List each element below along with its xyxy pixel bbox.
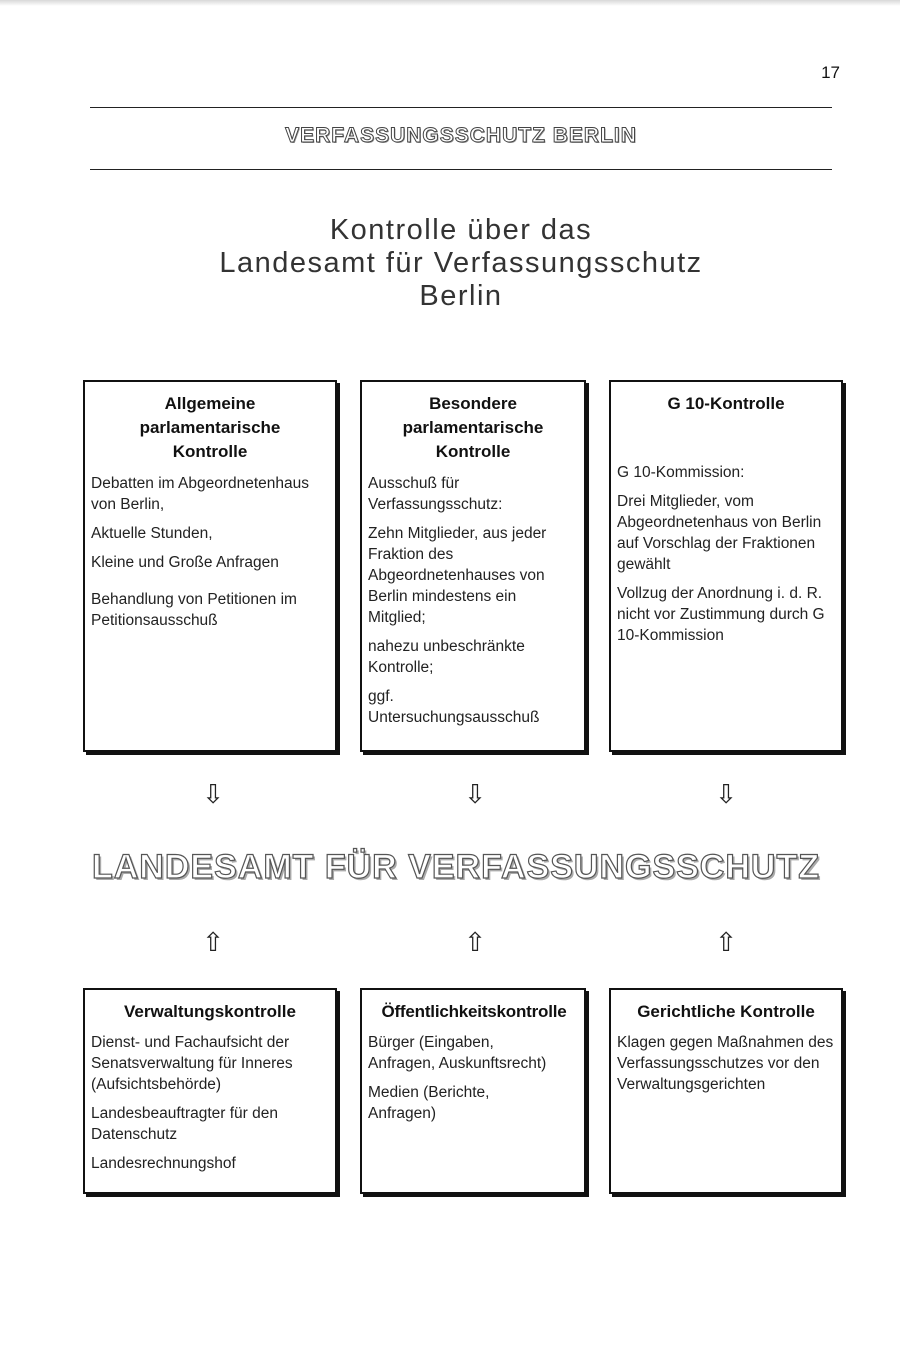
box-text: Bürger (Eingaben, Anfragen, Auskunftsrecht): [368, 1034, 547, 1072]
main-title: [100, 214, 822, 313]
banner-landesamt: LANDESAMT FÜR VERFASSUNGSSCHUTZ: [91, 848, 821, 886]
box-title: G 10-Kontrolle: [667, 394, 785, 413]
box-title: Allgemeine parlamentarische Kontrolle: [139, 394, 281, 461]
page-number: 17: [821, 63, 840, 82]
box-text: Drei Mitglieder, vom Abgeordnetenhaus von Berlin auf Vorschlag der Fraktionen gewählt: [617, 493, 822, 573]
box-oeffentlichkeitskontrolle: [360, 988, 586, 1194]
main-title-line-2: Landesamt für Verfassungsschutz: [219, 247, 703, 279]
box-text: G 10-Kommission:: [617, 464, 745, 481]
box-text: Behandlung von Petitionen im Petitionsausschuß: [91, 591, 297, 629]
box-text: Klagen gegen Maßnahmen des Verfassungsschutzes vor den Verwaltungsgerichten: [617, 1034, 834, 1093]
box-title: Verwaltungskontrolle: [124, 1002, 296, 1021]
box-text: Landesbeauftragter für den Datenschutz: [91, 1105, 278, 1143]
box-besondere-kontrolle: [360, 380, 586, 752]
box-title: Gerichtliche Kontrolle: [637, 1002, 815, 1021]
box-gerichtliche-kontrolle: [609, 988, 843, 1194]
box-title: Besondere parlamentarische Kontrolle: [402, 394, 544, 461]
box-text: Zehn Mitglieder, aus jeder Fraktion des Abgeordnetenhauses von Berlin mindestens ein Mitglied;: [368, 525, 547, 626]
box-g10-kontrolle: [609, 380, 843, 752]
arrow-up-icon: ⇧: [202, 928, 224, 958]
box-text: Kleine und Große Anfragen: [91, 554, 279, 571]
box-allgemeine-kontrolle: [83, 380, 337, 752]
box-text: Medien (Berichte, Anfragen): [368, 1084, 490, 1122]
arrow-down-icon: ⇩: [202, 780, 224, 810]
header-title: VERFASSUNGSSCHUTZ BERLIN: [285, 124, 637, 147]
box-text: Debatten im Abgeordnetenhaus von Berlin,: [91, 475, 310, 513]
box-text: Landesrechnungshof: [91, 1155, 236, 1172]
arrow-up-icon: ⇧: [715, 928, 737, 958]
box-text: ggf. Untersuchungsausschuß: [368, 688, 540, 726]
box-verwaltungskontrolle: [83, 988, 337, 1194]
box-text: Vollzug der Anordnung i. d. R. nicht vor Zustimmung durch G 10-Kommission: [617, 585, 825, 644]
scan-edge: [0, 0, 900, 6]
header-rule-bottom: [90, 169, 832, 170]
main-title-line-1: Kontrolle über das: [329, 214, 593, 246]
box-text: nahezu unbeschränkte Kontrolle;: [368, 638, 525, 676]
box-title: Öffentlichkeitskontrolle: [381, 1002, 567, 1021]
box-text: Aktuelle Stunden,: [91, 525, 213, 542]
arrow-down-icon: ⇩: [464, 780, 486, 810]
arrow-down-icon: ⇩: [715, 780, 737, 810]
box-text: Dienst- und Fachaufsicht der Senatsverwaltung für Inneres (Aufsichtsbehörde): [91, 1034, 293, 1093]
header-rule-top: [90, 107, 832, 108]
box-text: Ausschuß für Verfassungsschutz:: [368, 475, 503, 513]
arrow-up-icon: ⇧: [464, 928, 486, 958]
main-title-line-3: Berlin: [419, 280, 503, 312]
